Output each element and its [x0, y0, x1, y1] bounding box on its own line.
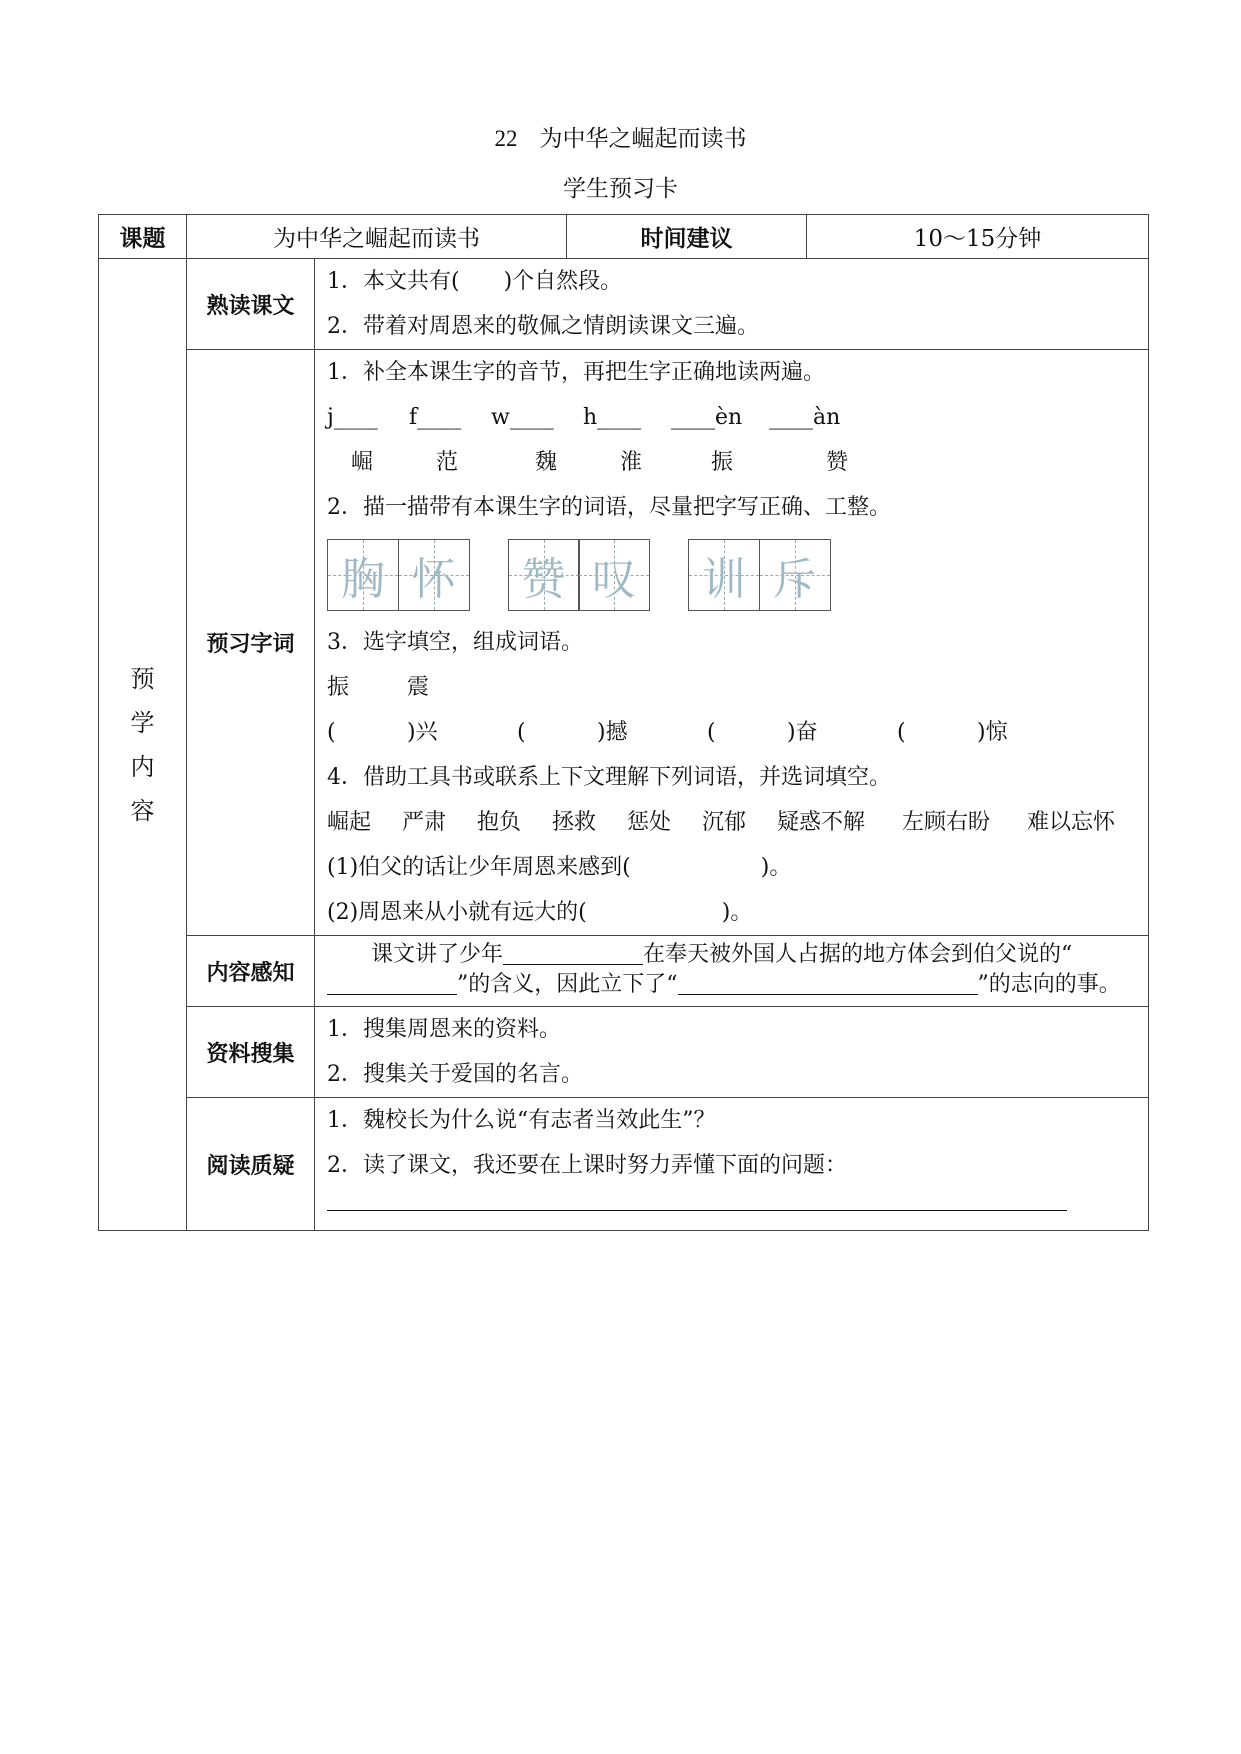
lesson-title-text: 为中华之崛起而读书 [539, 126, 747, 152]
choice-row [327, 665, 1136, 710]
tracing-word-box[interactable] [327, 539, 470, 611]
materials-label: 资料搜集 [187, 1007, 315, 1098]
section-label-char: 预 [130, 664, 155, 693]
pinyin-blank: f____ [409, 405, 462, 430]
section-label [99, 259, 187, 1231]
preview-label: 预习字词 [187, 350, 315, 936]
trace-character: 训 [702, 554, 746, 605]
tracing-grids [327, 530, 1136, 620]
word-option: 惩处 [627, 810, 672, 835]
word-option: 严肃 [402, 810, 447, 835]
lesson-number: 22 [494, 126, 518, 151]
pinyin-row [327, 395, 1136, 440]
reading-item: 1．本文共有( )个自然段。 [327, 269, 623, 294]
reading-item: 2．带着对周恩来的敬佩之情朗读课文三遍。 [327, 314, 759, 339]
choice-character: 震 [407, 675, 430, 700]
new-character: 范 [435, 450, 458, 475]
perception-content [315, 936, 1149, 1007]
blank-open: ( [707, 720, 716, 745]
word-bank [327, 800, 1136, 845]
perception-paragraph [327, 936, 1136, 1006]
sentence-2 [327, 890, 1136, 935]
answer-blank[interactable] [327, 970, 457, 995]
preview-content [315, 350, 1149, 936]
reading-content [315, 259, 1149, 350]
sentence-text: (1)伯父的话让少年周恩来感到( [327, 855, 631, 880]
card-title: 学生预习卡 [563, 176, 678, 202]
word-option: 疑惑不解 [777, 810, 866, 835]
preview-q3: 3．选字填空，组成词语。 [327, 630, 583, 655]
preview-q2: 2．描一描带有本课生字的词语，尽量把字写正确、工整。 [327, 495, 891, 520]
perception-text: ”的含义，因此立下了“ [457, 972, 678, 997]
tracing-word-box[interactable] [508, 539, 651, 611]
perception-text: 课文讲了少年 [371, 942, 504, 967]
questions-item: 2．读了课文，我还要在上课时努力弄懂下面的问题： [327, 1153, 847, 1178]
reading-label: 熟读课文 [187, 259, 315, 350]
new-character: 赞 [825, 450, 848, 475]
blank-word: )撼 [597, 720, 628, 745]
word-option: 崛起 [327, 810, 372, 835]
trace-character: 叹 [592, 554, 636, 605]
pinyin-blank: h____ [583, 405, 642, 430]
choice-character: 振 [327, 675, 350, 700]
preview-q1: 1．补全本课生字的音节，再把生字正确地读两遍。 [327, 360, 825, 385]
time-value: 10～15分钟 [807, 215, 1149, 259]
tracing-word-box[interactable] [688, 539, 831, 611]
character-row [327, 440, 1136, 485]
blank-open: ( [517, 720, 526, 745]
word-option: 左顾右盼 [902, 810, 991, 835]
answer-line-row [327, 1188, 1136, 1224]
new-character: 魏 [534, 450, 557, 475]
answer-blank[interactable] [678, 970, 978, 995]
sentence-text: (2)周恩来从小就有远大的( [327, 900, 587, 925]
new-character: 崛 [350, 450, 373, 475]
word-option: 拯救 [552, 810, 597, 835]
sentence-text: )。 [760, 855, 792, 880]
topic-value: 为中华之崛起而读书 [187, 215, 567, 259]
materials-item: 1．搜集周恩来的资料。 [327, 1017, 561, 1042]
questions-content [315, 1098, 1149, 1231]
time-label: 时间建议 [567, 215, 807, 259]
new-character: 淮 [619, 450, 642, 475]
blank-word: )惊 [977, 720, 1008, 745]
perception-text: ”的志向的事。 [977, 972, 1121, 997]
word-option: 难以忘怀 [1027, 810, 1116, 835]
pinyin-blank: j____ [327, 405, 378, 430]
trace-character: 怀 [411, 554, 456, 605]
pinyin-blank: ____àn [769, 405, 841, 430]
preview-card-table [98, 214, 1149, 1231]
materials-content [315, 1007, 1149, 1098]
perception-label: 内容感知 [187, 936, 315, 1007]
answer-line[interactable] [327, 1210, 1067, 1211]
section-label-char: 学 [130, 708, 155, 737]
fill-blank-row [327, 710, 1136, 755]
word-option: 沉郁 [702, 810, 747, 835]
sentence-text: )。 [721, 900, 753, 925]
blank-word: )奋 [787, 720, 818, 745]
section-label-char: 内 [130, 752, 155, 781]
questions-item: 1．魏校长为什么说“有志者当效此生”？ [327, 1108, 716, 1133]
trace-character: 胸 [341, 554, 385, 605]
blank-open: ( [897, 720, 906, 745]
preview-q4: 4．借助工具书或联系上下文理解下列词语，并选词填空。 [327, 765, 891, 790]
pinyin-blank: w____ [491, 405, 554, 430]
blank-word: )兴 [407, 720, 438, 745]
trace-character: 赞 [521, 554, 566, 605]
sentence-1 [327, 845, 1136, 890]
section-label-char: 容 [130, 796, 155, 825]
blank-open: ( [327, 720, 336, 745]
perception-text: 在奉天被外国人占据的地方体会到伯父说的“ [643, 942, 1073, 967]
topic-label: 课题 [99, 215, 187, 259]
trace-character: 斥 [772, 554, 817, 605]
lesson-title [0, 120, 1241, 153]
word-option: 抱负 [477, 810, 522, 835]
new-character: 振 [710, 450, 733, 475]
materials-item: 2．搜集关于爱国的名言。 [327, 1062, 583, 1087]
answer-blank[interactable] [503, 940, 643, 965]
questions-label: 阅读质疑 [187, 1098, 315, 1231]
pinyin-blank: ____èn [671, 405, 743, 430]
